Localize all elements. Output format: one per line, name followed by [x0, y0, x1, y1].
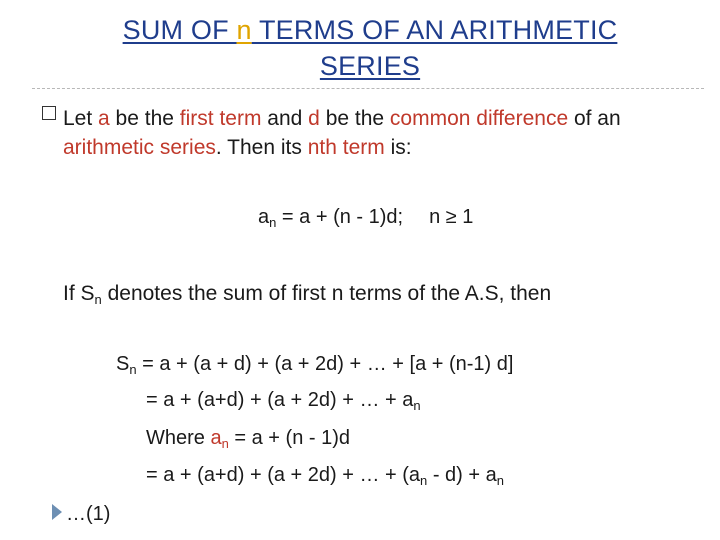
title-part1: SUM OF: [122, 15, 237, 45]
text-let: Let: [63, 107, 99, 130]
sum-line-3-rest: = a + (n - 1)d: [228, 427, 350, 449]
title-n-highlight: n: [236, 15, 252, 45]
title-part2: TERMS OF AN ARITHMETIC: [251, 15, 618, 45]
term-common-difference: common difference: [389, 107, 569, 130]
sum-s-sub: n: [129, 362, 137, 377]
term-arithmetic-series: arithmetic series: [63, 136, 216, 159]
sum-intro: [63, 279, 703, 308]
sum-line-4: [146, 461, 504, 489]
text-is: is:: [384, 136, 412, 159]
sum-line-1-rest: = a + (a + d) + (a + 2d) + … + [a + (n-1) d]: [136, 353, 514, 375]
formula-sub-n: n: [269, 215, 277, 230]
text-and: and: [261, 107, 309, 130]
square-bullet-icon: [42, 104, 58, 120]
sum-line-4-text: = a + (a+d) + (a + 2d) + … + (a: [146, 464, 421, 486]
nth-term-formula: [258, 203, 473, 231]
sum-line-3-sub: n: [221, 436, 229, 451]
term-d: d: [308, 107, 320, 130]
term-nth-term: nth term: [307, 136, 385, 159]
formula-condition: n ≥ 1: [429, 206, 474, 228]
formula-rest: = a + (n - 1)d;: [276, 206, 404, 228]
sum-line-2-sub: n: [413, 398, 421, 413]
text-then-its: . Then its: [215, 136, 308, 159]
sum-line-2: [146, 386, 421, 414]
sum-line-2-text: = a + (a+d) + (a + 2d) + … + a: [146, 389, 414, 411]
sum-intro-if-s: If S: [63, 282, 95, 305]
formula-a: a: [258, 206, 270, 228]
sum-s: S: [116, 353, 130, 375]
sum-line-1: [116, 350, 513, 378]
term-a: a: [98, 107, 110, 130]
title-line2: SERIES: [319, 51, 421, 81]
slide-title: [40, 12, 700, 84]
text-be-the-2: be the: [319, 107, 390, 130]
sum-line-3-a: a: [210, 427, 222, 449]
term-first-term: first term: [179, 107, 262, 130]
sum-intro-rest: denotes the sum of first n terms of the A.S, then: [101, 282, 552, 305]
title-divider: [32, 88, 704, 89]
equation-label: …(1): [66, 503, 111, 525]
text-of-an: of an: [568, 107, 621, 130]
sum-line-3: [146, 424, 350, 452]
sum-line-4-sub1: n: [420, 473, 428, 488]
sum-line-4-mid: - d) + a: [427, 464, 497, 486]
sum-line-4-sub2: n: [496, 473, 504, 488]
triangle-arrow-icon: [52, 504, 62, 520]
text-be-the: be the: [109, 107, 180, 130]
sum-line-3-where: Where: [146, 427, 211, 449]
definition-paragraph: [63, 104, 683, 162]
sum-intro-sub: n: [94, 292, 102, 307]
